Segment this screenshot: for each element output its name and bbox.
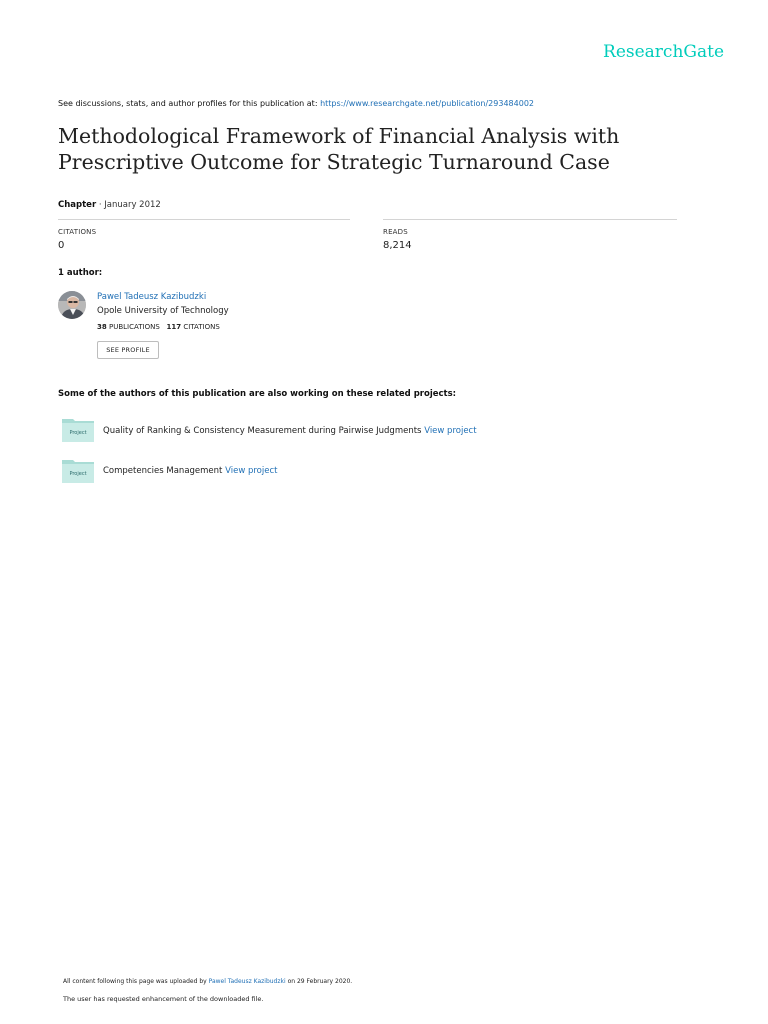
author-name-link[interactable]: Pawel Tadeusz Kazibudzki (97, 292, 207, 302)
view-project-link[interactable]: View project (424, 426, 477, 436)
project-folder-icon (61, 457, 95, 484)
publication-title: Methodological Framework of Financial Analysis with Prescriptive Outcome for Strategic Turnaround Case (58, 124, 620, 174)
author-avatar[interactable] (58, 291, 86, 319)
upload-prefix: All content following this page was uploaded by (63, 978, 209, 985)
related-project-item (103, 426, 477, 436)
project-title: Competencies Management (103, 466, 223, 476)
authors-heading: 1 author: (58, 268, 103, 278)
author-institution[interactable]: Opole University of Technology (97, 306, 229, 316)
citations-label: CITATIONS (58, 228, 97, 236)
reads-label: READS (383, 228, 408, 236)
author-citations-label: CITATIONS (183, 323, 220, 331)
project-folder-label: Project (69, 471, 87, 477)
reads-divider (383, 219, 677, 220)
enhancement-note: The user has requested enhancement of the downloaded file. (63, 995, 264, 1003)
researchgate-logo[interactable]: ResearchGate (603, 42, 724, 62)
profile-notice (58, 99, 534, 108)
author-publications-count: 38 (97, 323, 107, 331)
author-citations-count: 117 (166, 323, 182, 331)
related-projects-heading: Some of the authors of this publication are also working on these related projects: (58, 389, 457, 399)
view-project-link[interactable]: View project (225, 466, 278, 476)
author-stats (97, 323, 220, 331)
profile-notice-text: See discussions, stats, and author profiles for this publication at: (58, 99, 321, 108)
project-folder-icon (61, 416, 95, 443)
publication-date: January 2012 (104, 200, 161, 210)
meta-separator: · (96, 200, 105, 210)
uploader-link[interactable]: Pawel Tadeusz Kazibudzki (208, 978, 286, 985)
see-profile-button[interactable]: SEE PROFILE (97, 341, 159, 359)
publication-type: Chapter (58, 200, 97, 210)
project-title: Quality of Ranking & Consistency Measurement during Pairwise Judgments (103, 426, 422, 436)
upload-suffix: on 29 February 2020. (285, 978, 353, 985)
reads-value: 8,214 (383, 240, 412, 251)
publication-url-link[interactable]: https://www.researchgate.net/publication/293484002 (320, 99, 534, 108)
citations-divider (58, 219, 350, 220)
publication-meta (58, 200, 161, 210)
author-publications-label: PUBLICATIONS (108, 323, 160, 331)
author-photo-icon (58, 291, 86, 319)
project-folder-label: Project (69, 430, 87, 436)
upload-notice (63, 978, 352, 985)
related-project-item (103, 466, 277, 476)
citations-value: 0 (58, 240, 65, 251)
